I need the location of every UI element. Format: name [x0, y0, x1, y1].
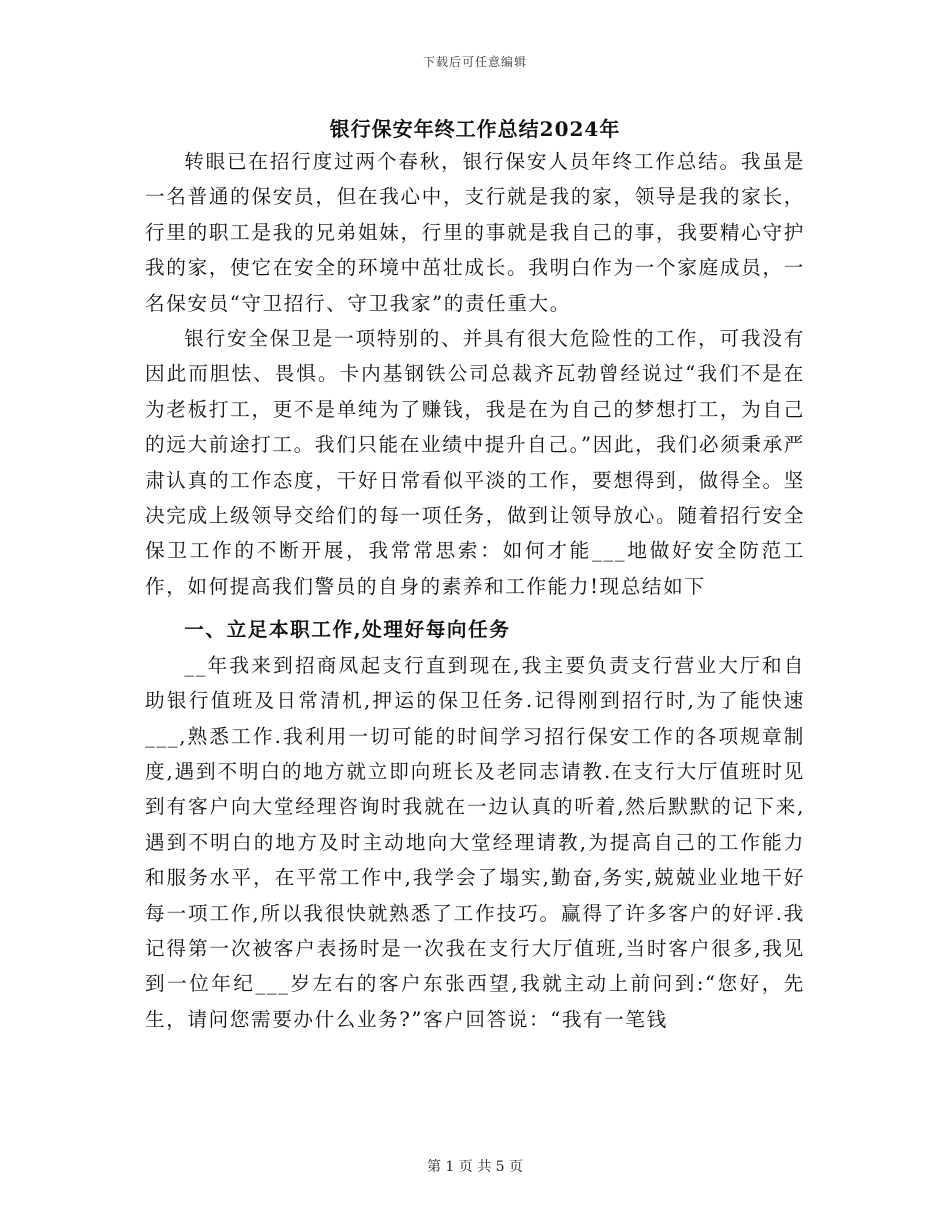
header-note: 下载后可任意编辑 — [422, 55, 527, 69]
section-1-heading: 一、立足本职工作,处理好每向任务 — [184, 618, 511, 642]
paragraph-2: 银行安全保卫是一项特别的、并具有很大危险性的工作，可我没有因此而胆怯、畏惧。卡内基钢铁公司总裁齐瓦勃曾经说过“我们不是在为老板打工，更不是单纯为了赚钱，我是在为自己的梦想打工，为自己的远大前途打工。我们只能在业绩中提升自己。”因此，我们必须秉承严肃认真的工作态度，干好日常看似平淡的工作，要想得到，做得全。坚决完成上级领导交给们的每一项任务，做到让领导放心。随着招行安全保卫工作的不断开展，我常常思索：如何才能___地做好安全防范工作，如何提高我们警员的自身的素养和工作能力!现总结如下 — [145, 327, 805, 598]
paragraph-1: 转眼已在招行度过两个春秋，银行保安人员年终工作总结。我虽是一名普通的保安员，但在我心中，支行就是我的家，领导是我的家长，行里的职工是我的兄弟姐妹，行里的事就是我自己的事，我要精心守护我的家，使它在安全的环境中茁壮成长。我明白作为一个家庭成员，一名保安员“守卫招行、守卫我家”的责任重大。 — [145, 150, 805, 315]
page-number: 第 1 页 共 5 页 — [426, 1159, 524, 1175]
document-body — [145, 144, 805, 1037]
section-1-paragraph: __年我来到招商凤起支行直到现在,我主要负责支行营业大厅和自助银行值班及日常清机,押运的保卫任务.记得刚到招行时,为了能快速___,熟悉工作.我利用一切可能的时间学习招行保安工作的各项规章制度,遇到不明白的地方就立即向班长及老同志请教.在支行大厅值班时见到有客户向大堂经理咨询时我就在一边认真的听着,然后默默的记下来,遇到不明白的地方及时主动地向大堂经理请教,为提高自己的工作能力和服务水平，在平常工作中,我学会了塌实,勤奋,务实,兢兢业业地干好每一项工作,所以我很快就熟悉了工作技巧。赢得了许多客户的好评.我记得第一次被客户表扬时是一次我在支行大厅值班,当时客户很多,我见到一位年纪___岁左右的客户东张西望,我就主动上前问到:“您好，先生，请问您需要办什么业务?”客户回答说：“我有一笔钱 — [145, 653, 805, 1031]
document-title: 银行保安年终工作总结2024年 — [329, 117, 621, 141]
